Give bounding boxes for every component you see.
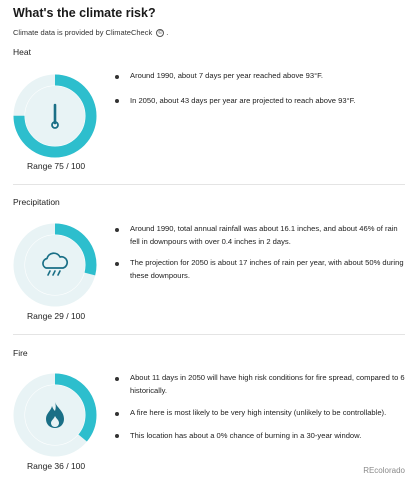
bullets-heat <box>115 70 405 107</box>
provider-period: . <box>166 28 169 37</box>
section-label-heat: Heat <box>13 47 31 57</box>
section-label-fire: Fire <box>13 348 28 358</box>
page-title: What's the climate risk? <box>13 6 156 20</box>
list-item: This location has about a 0% chance of burning in a 30-year window. <box>115 430 405 443</box>
section-label-precipitation: Precipitation <box>13 197 60 207</box>
climatecheck-logo-icon: © <box>158 29 163 36</box>
list-item: About 11 days in 2050 will have high risk conditions for fire spread, compared to 6 historically. <box>115 372 405 397</box>
list-item: Around 1990, total annual rainfall was about 16.1 inches, and about 46% of rain fell in downpours with over 0.4 inches in 2 days. <box>115 223 405 248</box>
gauge-heat <box>13 74 97 158</box>
bullets-precipitation <box>115 223 405 282</box>
gauge-precipitation-center <box>25 235 85 295</box>
provider-note <box>13 28 168 37</box>
recolorado-watermark: REcolorado <box>363 466 405 475</box>
divider <box>13 334 405 335</box>
list-item: In 2050, about 43 days per year are projected to reach above 93°F. <box>115 95 405 108</box>
gauge-precipitation <box>13 223 97 307</box>
divider <box>13 184 405 185</box>
list-item: A fire here is most likely to be very high intensity (unlikely to be controllable). <box>115 407 405 420</box>
range-fire: Range 36 / 100 <box>27 461 86 471</box>
gauge-fire <box>13 373 97 457</box>
list-item: Around 1990, about 7 days per year reached above 93°F. <box>115 70 405 83</box>
list-item: The projection for 2050 is about 17 inches of rain per year, with about 50% during these downpours. <box>115 257 405 282</box>
range-precipitation: Range 29 / 100 <box>27 311 86 321</box>
provider-text: Climate data is provided by ClimateCheck <box>13 28 153 37</box>
bullets-fire <box>115 372 405 442</box>
range-heat: Range 75 / 100 <box>27 161 86 171</box>
